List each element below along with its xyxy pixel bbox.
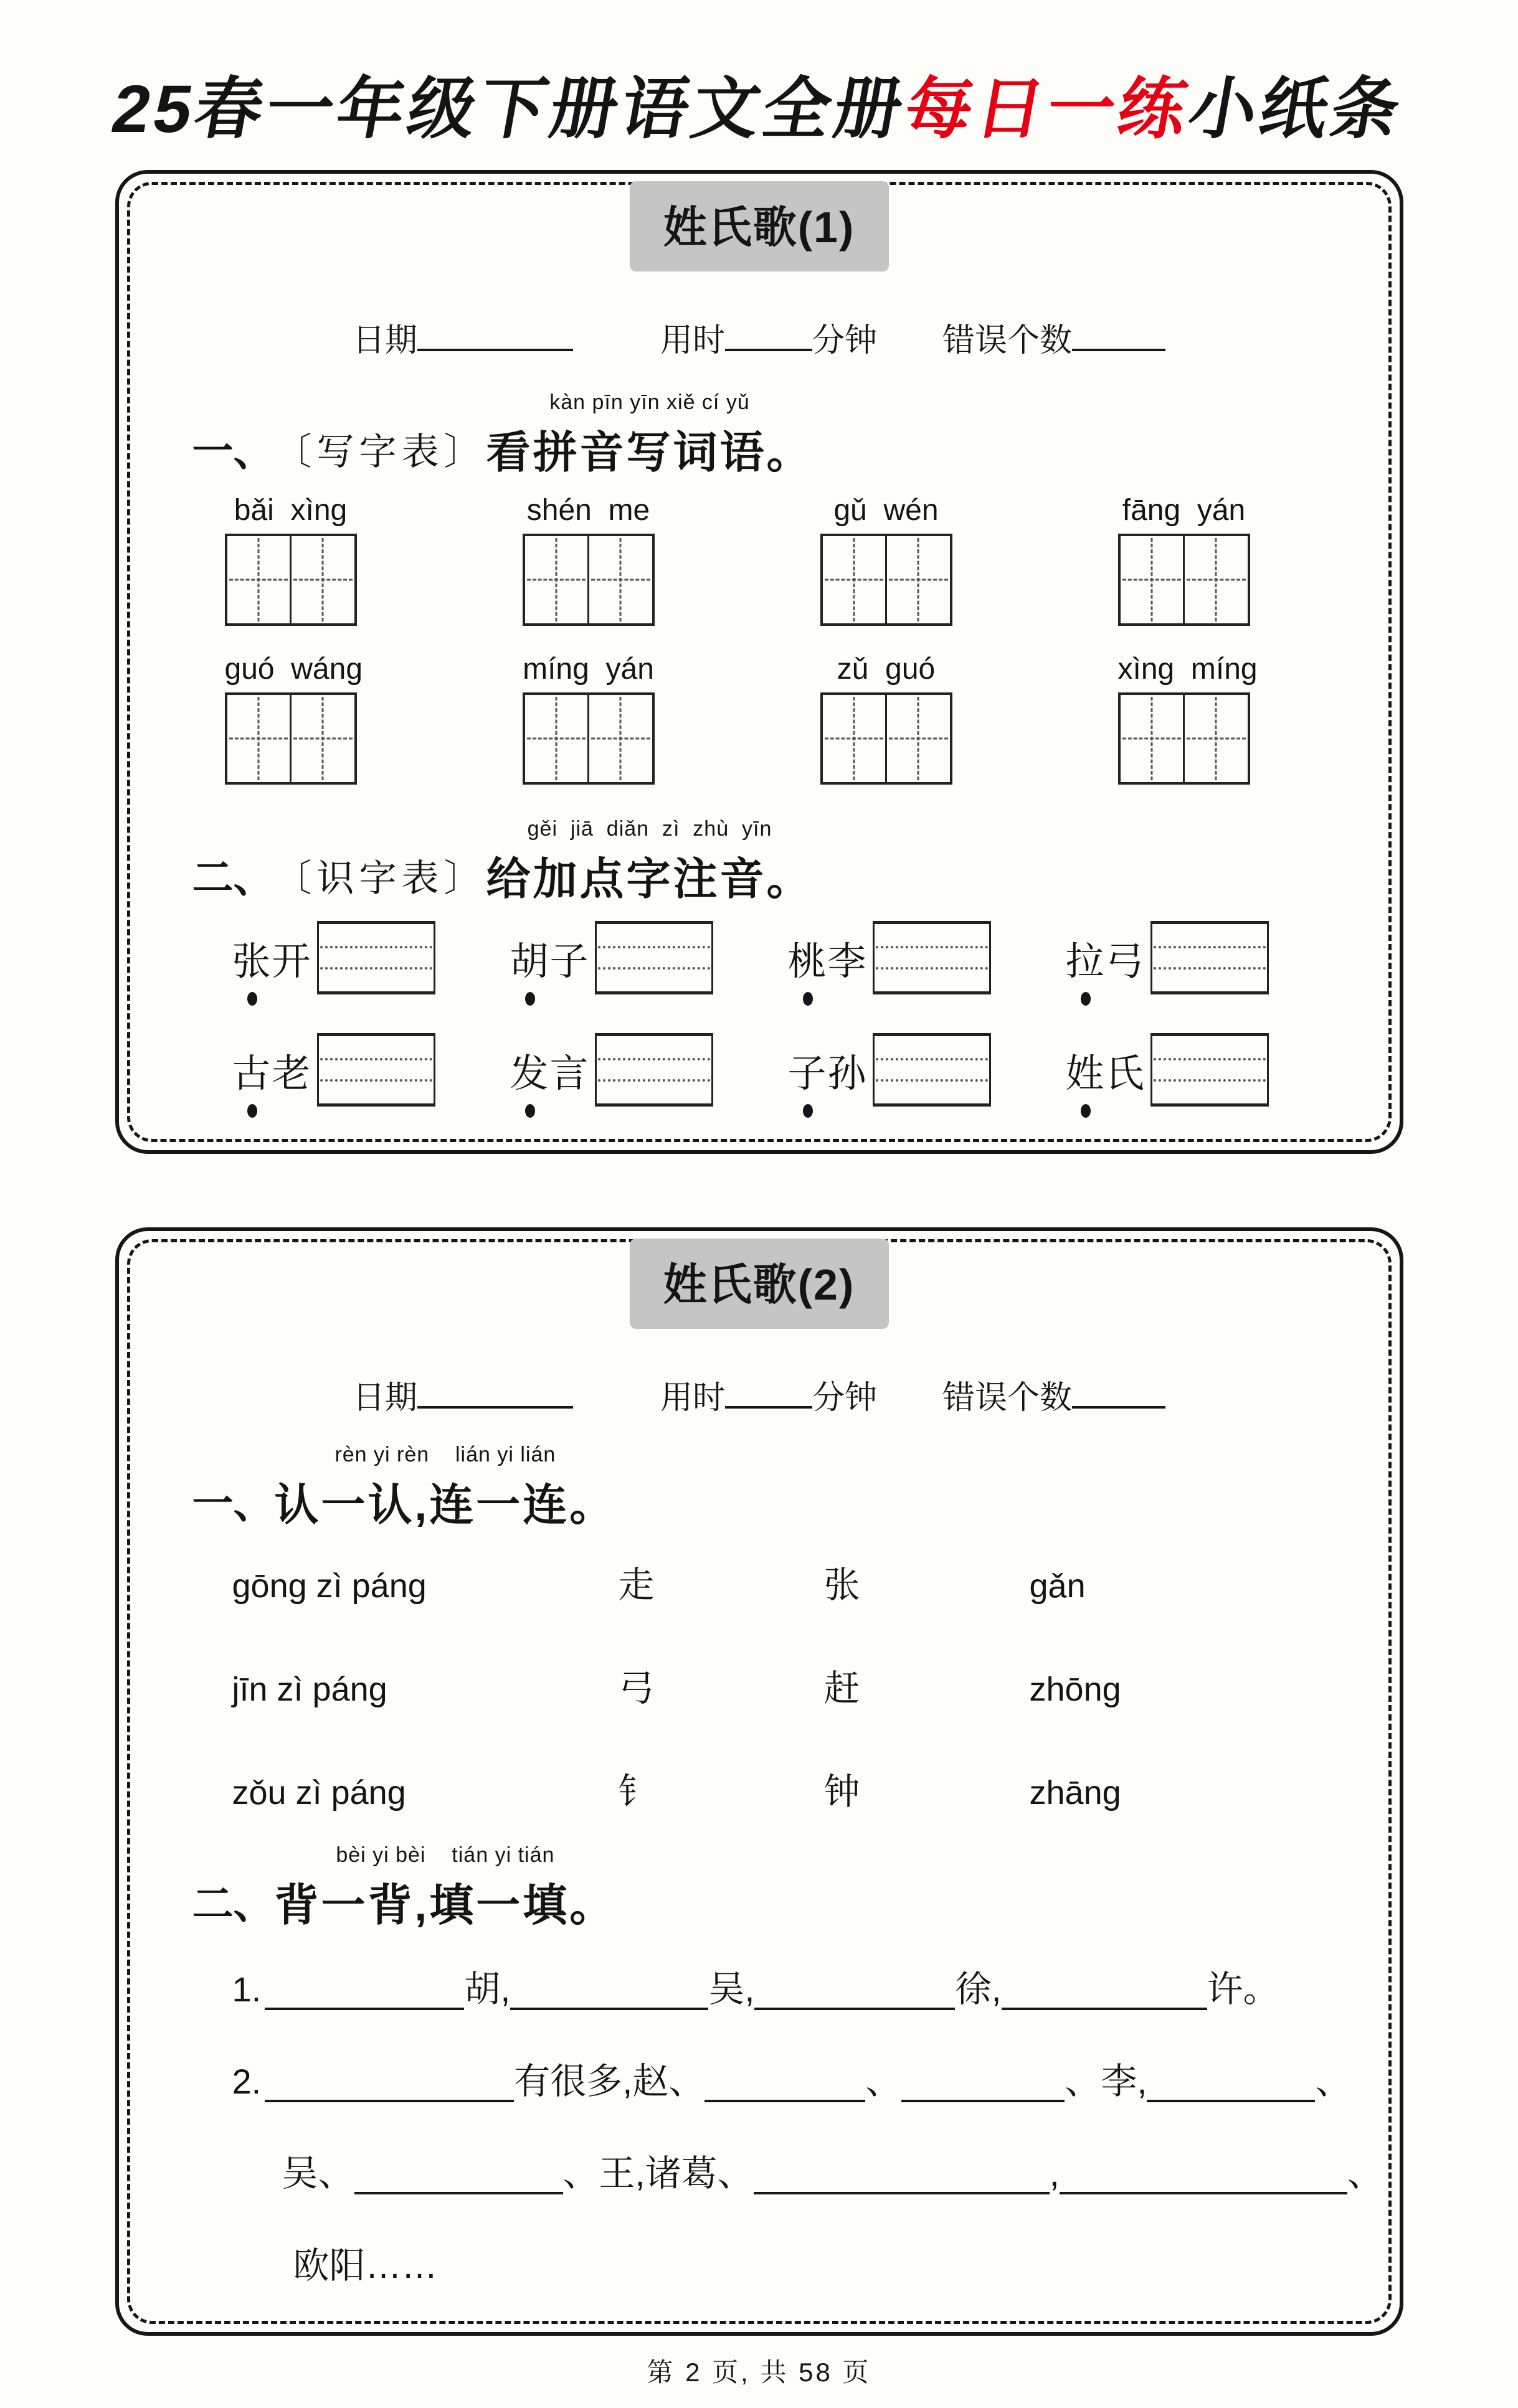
fill-text: 、李, — [1065, 2061, 1147, 2102]
card-1-section-1-heading — [192, 390, 1344, 481]
time-blank — [725, 319, 812, 351]
write-grid — [820, 534, 952, 626]
item-number: 1. — [232, 1970, 262, 2009]
grid-cell — [1183, 695, 1248, 782]
dotted-character: 桃 — [788, 930, 828, 986]
card-2-section-1-heading — [192, 1443, 1344, 1533]
section-title-pinyin: bèi yi bèi tián yi tián — [336, 1843, 555, 1867]
match-component: 弓 — [618, 1668, 655, 1709]
word-grid — [820, 652, 952, 785]
section-title-pinyin: gěi jiā diǎn zì zhù yīn — [527, 817, 772, 841]
annotation-item — [232, 921, 510, 994]
fill-line-3 — [282, 2144, 1383, 2196]
section-title-text: 看拼音写词语。 — [486, 428, 814, 478]
word-pinyin: guó wáng — [224, 653, 363, 686]
errors-blank — [1072, 1376, 1165, 1409]
time-label: 用时 — [660, 1380, 725, 1416]
word-pinyin: gǔ wén — [833, 494, 939, 527]
write-grid — [820, 692, 952, 785]
section-number: 一、 — [192, 428, 275, 474]
word-grid — [224, 652, 363, 785]
fill-text: 徐, — [955, 1969, 1002, 2009]
annotation-word — [1066, 930, 1146, 986]
section-title-pinyin: rèn yi rèn lián yi lián — [334, 1443, 556, 1466]
section-title-text: 给加点字注音。 — [486, 855, 814, 904]
dotted-character: 古 — [232, 1042, 272, 1098]
section-title-pinyin: kàn pīn yīn xiě cí yǔ — [549, 390, 750, 414]
fill-line-1 — [232, 1960, 1344, 2012]
write-grid — [1118, 534, 1250, 626]
word-pinyin: shén me — [526, 494, 650, 527]
matching-exercise — [232, 1556, 1344, 1815]
annotation-word — [788, 930, 868, 986]
section-number: 二、 — [192, 1881, 275, 1927]
card-1-badge: 姓氏歌(1) — [630, 181, 889, 271]
pinyin-answer-box — [317, 921, 435, 994]
page-footer: 第 2 页, 共 58 页 — [647, 2358, 871, 2387]
grid-cell — [227, 536, 290, 623]
section-number: 二、 — [192, 854, 275, 900]
match-character: 赶 — [823, 1668, 860, 1709]
write-grid — [1118, 692, 1250, 785]
match-pinyin: zhāng — [1029, 1774, 1121, 1811]
annotation-word — [232, 930, 312, 986]
word-rest: 氏 — [1105, 1052, 1146, 1095]
annotation-word — [1066, 1042, 1146, 1098]
fill-text: 吴、 — [282, 2153, 354, 2194]
card-1-section-2-heading — [192, 817, 1344, 907]
annotation-word — [232, 1042, 312, 1098]
word-pinyin: míng yán — [523, 653, 654, 686]
annotation-word — [510, 930, 590, 986]
grid-cell — [525, 536, 588, 623]
word-rest: 子 — [549, 940, 590, 983]
pinyin-answer-box — [1150, 1033, 1269, 1107]
word-pinyin: fāng yán — [1122, 494, 1246, 527]
card-2-section-2-heading — [192, 1843, 1344, 1933]
dotted-character: 姓 — [1066, 1042, 1106, 1098]
pinyin-answer-box — [873, 1033, 991, 1107]
time-label: 用时 — [660, 323, 725, 359]
fill-blank — [265, 2066, 514, 2102]
write-grid-row-2 — [225, 652, 1344, 785]
word-grid — [523, 493, 655, 626]
section-source-tag: 〔识字表〕 — [274, 857, 486, 899]
annotation-row-1 — [232, 921, 1344, 994]
date-blank — [417, 319, 573, 351]
write-grid — [523, 692, 655, 785]
fill-line-2 — [232, 2052, 1352, 2104]
fill-text: 、 — [1347, 2153, 1383, 2194]
word-rest: 言 — [549, 1052, 590, 1095]
card-xingshige-2 — [115, 1227, 1403, 2336]
fill-blank — [354, 2158, 563, 2194]
card-1-meta — [175, 314, 1344, 361]
card-1-inner — [127, 182, 1392, 1142]
fill-blank — [510, 1974, 708, 2010]
match-radical-label: zǒu zì páng — [232, 1774, 406, 1811]
fill-text: 胡, — [464, 1969, 511, 2009]
grid-cell — [290, 536, 354, 623]
page-title — [0, 55, 1518, 151]
grid-cell — [885, 695, 950, 782]
date-label: 日期 — [352, 323, 417, 359]
fill-line-4 — [293, 2236, 1344, 2288]
word-rest: 开 — [272, 940, 312, 983]
fill-blank — [704, 2066, 865, 2102]
word-rest: 弓 — [1105, 940, 1146, 983]
grid-cell — [290, 695, 354, 782]
fill-text: 有很多,赵、 — [514, 2061, 705, 2102]
word-rest: 李 — [827, 940, 868, 983]
dotted-character: 拉 — [1066, 930, 1106, 986]
fill-blank — [754, 2158, 1050, 2194]
section-number: 一、 — [192, 1480, 275, 1526]
write-grid — [523, 534, 655, 626]
errors-blank — [1072, 319, 1165, 351]
match-radical-label: gōng zì páng — [232, 1567, 427, 1605]
section-title-text: 背一背,填一填。 — [274, 1881, 617, 1930]
grid-cell — [1121, 695, 1184, 782]
title-highlight: 每日一练 — [899, 71, 1197, 146]
word-grid — [1118, 493, 1250, 626]
errors-label: 错误个数 — [942, 1380, 1073, 1416]
annotation-word — [788, 1042, 868, 1098]
fill-text: 、王,诸葛、 — [562, 2153, 754, 2194]
fill-blank — [265, 1974, 464, 2010]
word-grid — [523, 652, 655, 785]
card-2-inner — [127, 1239, 1392, 2324]
dotted-character: 张 — [232, 930, 272, 986]
write-grid — [225, 534, 357, 626]
fill-text: 吴, — [708, 1969, 755, 2009]
time-blank — [725, 1376, 812, 1409]
annotation-item — [510, 921, 788, 994]
match-component: 钅 — [618, 1772, 655, 1812]
dotted-character: 胡 — [510, 930, 550, 986]
word-rest: 孙 — [827, 1052, 868, 1095]
grid-cell — [227, 695, 290, 782]
grid-cell — [587, 536, 652, 623]
card-xingshige-1 — [115, 170, 1403, 1154]
match-component: 走 — [618, 1565, 655, 1605]
match-pinyin: gǎn — [1029, 1567, 1086, 1605]
match-character: 钟 — [823, 1772, 860, 1812]
date-blank — [417, 1376, 573, 1409]
section-source-tag: 〔写字表〕 — [274, 431, 486, 473]
write-grid-row-1 — [225, 493, 1344, 626]
annotation-item — [232, 1033, 510, 1107]
grid-cell — [823, 536, 886, 623]
section-title-ruby — [486, 817, 814, 907]
grid-cell — [1183, 536, 1248, 623]
fill-blank — [1147, 2066, 1315, 2102]
grid-cell — [1121, 536, 1184, 623]
word-pinyin: bǎi xìng — [234, 494, 348, 527]
annotation-item — [1066, 921, 1344, 994]
fill-text: 许。 — [1207, 1969, 1279, 2009]
annotation-row-2 — [232, 1033, 1344, 1107]
dotted-character: 子 — [788, 1042, 828, 1098]
annotation-item — [788, 1033, 1066, 1107]
section-title-ruby — [486, 390, 814, 481]
grid-cell — [885, 536, 950, 623]
section-title-ruby — [275, 1443, 617, 1533]
word-grid — [225, 493, 357, 626]
fill-blank — [901, 2066, 1065, 2102]
grid-cell — [525, 695, 588, 782]
fill-text: 、 — [865, 2061, 902, 2102]
annotation-word — [510, 1042, 590, 1098]
minutes-label: 分钟 — [812, 1380, 878, 1416]
fill-blank — [1002, 1974, 1207, 2010]
match-pinyin: zhōng — [1029, 1671, 1121, 1708]
card-2-meta — [175, 1371, 1344, 1418]
title-part2: 小纸条 — [1183, 71, 1410, 146]
annotation-item — [788, 921, 1066, 994]
annotation-item — [1066, 1033, 1344, 1107]
fill-blank — [754, 1974, 955, 2010]
date-label: 日期 — [352, 1380, 417, 1416]
word-grid — [820, 493, 952, 626]
write-grid — [225, 692, 357, 785]
word-rest: 老 — [272, 1052, 312, 1095]
match-character: 张 — [823, 1565, 860, 1605]
dotted-character: 发 — [510, 1042, 550, 1098]
card-2-badge: 姓氏歌(2) — [630, 1239, 889, 1329]
word-pinyin: zǔ guó — [837, 653, 936, 686]
word-grid — [1117, 652, 1258, 785]
pinyin-answer-box — [595, 1033, 713, 1107]
pinyin-answer-box — [317, 1033, 435, 1107]
grid-cell — [587, 695, 652, 782]
pinyin-answer-box — [1150, 921, 1269, 994]
pinyin-answer-box — [873, 921, 991, 994]
word-pinyin: xìng míng — [1117, 653, 1258, 686]
pinyin-answer-box — [595, 921, 713, 994]
grid-cell — [823, 695, 886, 782]
section-title-text: 认一认,连一连。 — [274, 1481, 617, 1530]
title-part1: 25春一年级下册语文全册 — [107, 71, 913, 146]
fill-blank — [1060, 2158, 1347, 2194]
fill-text: 欧阳…… — [293, 2245, 438, 2286]
match-radical-label: jīn zì páng — [232, 1671, 387, 1708]
fill-text: 、 — [1315, 2061, 1352, 2102]
minutes-label: 分钟 — [812, 323, 878, 359]
section-title-ruby — [275, 1843, 617, 1933]
item-number: 2. — [232, 2062, 262, 2101]
fill-text: , — [1049, 2153, 1060, 2194]
annotation-item — [510, 1033, 788, 1107]
errors-label: 错误个数 — [942, 323, 1073, 359]
